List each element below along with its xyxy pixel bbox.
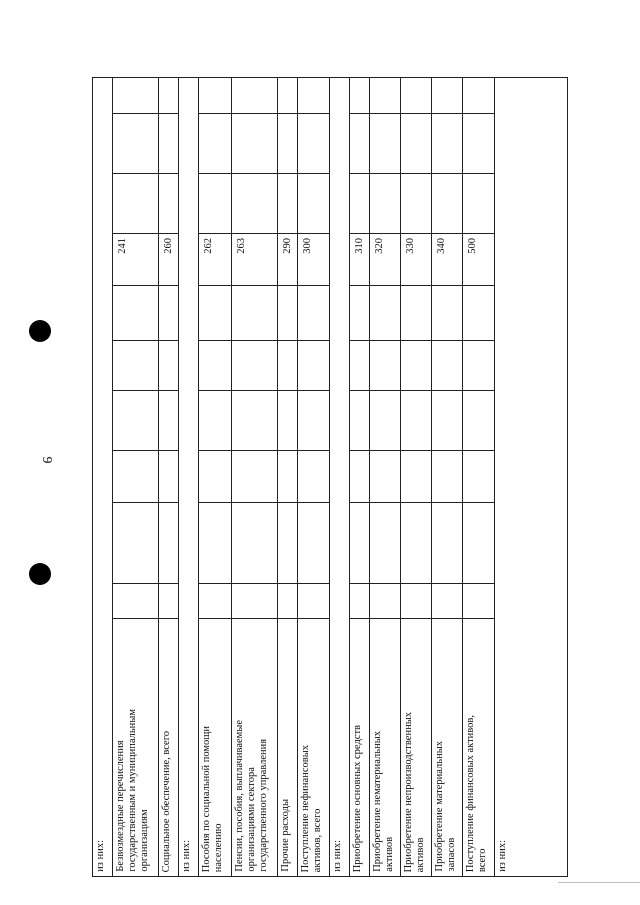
- cell-divider: [432, 113, 462, 114]
- cell-divider: [159, 173, 178, 174]
- cell-divider: [113, 502, 158, 503]
- cell-divider: [199, 113, 231, 114]
- cell-divider: [463, 173, 494, 174]
- cell-divider: [401, 113, 431, 114]
- cell-divider: [113, 340, 158, 341]
- cell-divider: [159, 450, 178, 451]
- cell-divider: [278, 390, 297, 391]
- table-row: [199, 78, 232, 876]
- table-row: [432, 78, 463, 876]
- table-row: [401, 78, 432, 876]
- cell-divider: [463, 618, 494, 619]
- cell-divider: [401, 583, 431, 584]
- cell-divider: [432, 450, 462, 451]
- row-code: 330: [405, 238, 416, 254]
- table-row: [93, 78, 113, 876]
- cell-divider: [401, 502, 431, 503]
- row-code: 260: [163, 238, 174, 254]
- cell-divider: [199, 390, 231, 391]
- cell-divider: [463, 285, 494, 286]
- cell-divider: [401, 390, 431, 391]
- cell-divider: [350, 390, 369, 391]
- cell-divider: [463, 113, 494, 114]
- row-code: 320: [374, 238, 385, 254]
- table-row: [298, 78, 330, 876]
- cell-divider: [232, 502, 277, 503]
- row-code: 500: [467, 238, 478, 254]
- cell-divider: [232, 450, 277, 451]
- cell-divider: [350, 285, 369, 286]
- cell-divider: [159, 340, 178, 341]
- cell-divider: [463, 583, 494, 584]
- cell-divider: [232, 113, 277, 114]
- cell-divider: [298, 233, 329, 234]
- cell-divider: [298, 173, 329, 174]
- row-code: 262: [203, 238, 214, 254]
- cell-divider: [278, 285, 297, 286]
- page-edge-line: [558, 882, 640, 883]
- budget-table: [92, 77, 568, 877]
- cell-divider: [199, 233, 231, 234]
- cell-divider: [298, 502, 329, 503]
- row-label: из них:: [497, 840, 508, 872]
- cell-divider: [159, 233, 178, 234]
- cell-divider: [199, 340, 231, 341]
- cell-divider: [370, 113, 400, 114]
- cell-divider: [350, 583, 369, 584]
- cell-divider: [401, 233, 431, 234]
- row-label: Поступление нефинансовых активов, всего: [300, 744, 323, 872]
- cell-divider: [432, 618, 462, 619]
- row-code: 340: [436, 238, 447, 254]
- cell-divider: [298, 618, 329, 619]
- cell-divider: [113, 583, 158, 584]
- cell-divider: [432, 340, 462, 341]
- row-code: 241: [117, 238, 128, 254]
- cell-divider: [401, 340, 431, 341]
- table-row: [495, 78, 515, 876]
- table-row: [113, 78, 159, 876]
- cell-divider: [113, 618, 158, 619]
- cell-divider: [113, 113, 158, 114]
- cell-divider: [401, 618, 431, 619]
- cell-divider: [113, 390, 158, 391]
- cell-divider: [232, 173, 277, 174]
- cell-divider: [199, 173, 231, 174]
- row-label: Приобретение нематериальных активов: [372, 731, 395, 872]
- cell-divider: [159, 390, 178, 391]
- table-row: [463, 78, 495, 876]
- cell-divider: [199, 618, 231, 619]
- row-label: Приобретение непроизводственных активов: [403, 711, 426, 872]
- punch-hole-bottom: [29, 563, 51, 585]
- cell-divider: [350, 450, 369, 451]
- cell-divider: [159, 502, 178, 503]
- row-code: 263: [236, 238, 247, 254]
- table-row: [330, 78, 350, 876]
- cell-divider: [298, 390, 329, 391]
- cell-divider: [278, 583, 297, 584]
- cell-divider: [113, 173, 158, 174]
- cell-divider: [370, 340, 400, 341]
- cell-divider: [350, 233, 369, 234]
- cell-divider: [232, 583, 277, 584]
- cell-divider: [298, 285, 329, 286]
- cell-divider: [298, 450, 329, 451]
- cell-divider: [401, 173, 431, 174]
- row-label: Прочие расходы: [280, 799, 291, 872]
- cell-divider: [278, 618, 297, 619]
- cell-divider: [370, 618, 400, 619]
- cell-divider: [370, 233, 400, 234]
- punch-hole-top: [29, 320, 51, 342]
- cell-divider: [350, 340, 369, 341]
- cell-divider: [232, 285, 277, 286]
- row-label: Пособия по социальной помощи населению: [201, 725, 224, 872]
- table-row: [370, 78, 401, 876]
- cell-divider: [432, 173, 462, 174]
- cell-divider: [350, 618, 369, 619]
- cell-divider: [298, 340, 329, 341]
- cell-divider: [432, 285, 462, 286]
- cell-divider: [278, 502, 297, 503]
- row-label: Пенсии, пособия, выплачиваемые организациями сектора государственного управления: [234, 720, 269, 872]
- table-row: [232, 78, 278, 876]
- table-row: [350, 78, 370, 876]
- cell-divider: [199, 450, 231, 451]
- cell-divider: [463, 502, 494, 503]
- table-row: [278, 78, 298, 876]
- row-label: Приобретение основных средств: [352, 724, 363, 872]
- row-label: из них:: [332, 840, 343, 872]
- cell-divider: [113, 285, 158, 286]
- cell-divider: [350, 173, 369, 174]
- cell-divider: [350, 113, 369, 114]
- cell-divider: [199, 285, 231, 286]
- cell-divider: [401, 450, 431, 451]
- cell-divider: [298, 583, 329, 584]
- cell-divider: [463, 340, 494, 341]
- cell-divider: [159, 583, 178, 584]
- cell-divider: [463, 390, 494, 391]
- row-label: из них:: [95, 840, 106, 872]
- cell-divider: [278, 173, 297, 174]
- row-label: Безвозмездные перечисления государственным и муниципальным организациям: [115, 709, 150, 872]
- cell-divider: [370, 450, 400, 451]
- cell-divider: [232, 340, 277, 341]
- row-label: Приобретение материальных запасов: [434, 741, 457, 872]
- cell-divider: [278, 233, 297, 234]
- cell-divider: [113, 233, 158, 234]
- cell-divider: [432, 502, 462, 503]
- cell-divider: [278, 113, 297, 114]
- cell-divider: [370, 285, 400, 286]
- cell-divider: [401, 285, 431, 286]
- cell-divider: [232, 233, 277, 234]
- cell-divider: [370, 502, 400, 503]
- cell-divider: [298, 113, 329, 114]
- cell-divider: [232, 390, 277, 391]
- cell-divider: [232, 618, 277, 619]
- cell-divider: [113, 450, 158, 451]
- table-row: [179, 78, 199, 876]
- row-code: 300: [302, 238, 313, 254]
- cell-divider: [370, 583, 400, 584]
- cell-divider: [278, 340, 297, 341]
- cell-divider: [463, 450, 494, 451]
- row-label: Социальное обеспечение, всего: [161, 730, 172, 872]
- cell-divider: [370, 173, 400, 174]
- cell-divider: [159, 285, 178, 286]
- cell-divider: [350, 502, 369, 503]
- page-number: 9: [39, 456, 54, 464]
- cell-divider: [278, 450, 297, 451]
- table-row: [159, 78, 179, 876]
- row-code: 290: [282, 238, 293, 254]
- cell-divider: [463, 233, 494, 234]
- cell-divider: [159, 618, 178, 619]
- cell-divider: [199, 583, 231, 584]
- row-code: 310: [354, 238, 365, 254]
- row-label: Поступление финансовых активов, всего: [465, 714, 488, 872]
- cell-divider: [432, 583, 462, 584]
- row-label: из них:: [181, 840, 192, 872]
- cell-divider: [199, 502, 231, 503]
- cell-divider: [159, 113, 178, 114]
- cell-divider: [432, 233, 462, 234]
- cell-divider: [432, 390, 462, 391]
- cell-divider: [370, 390, 400, 391]
